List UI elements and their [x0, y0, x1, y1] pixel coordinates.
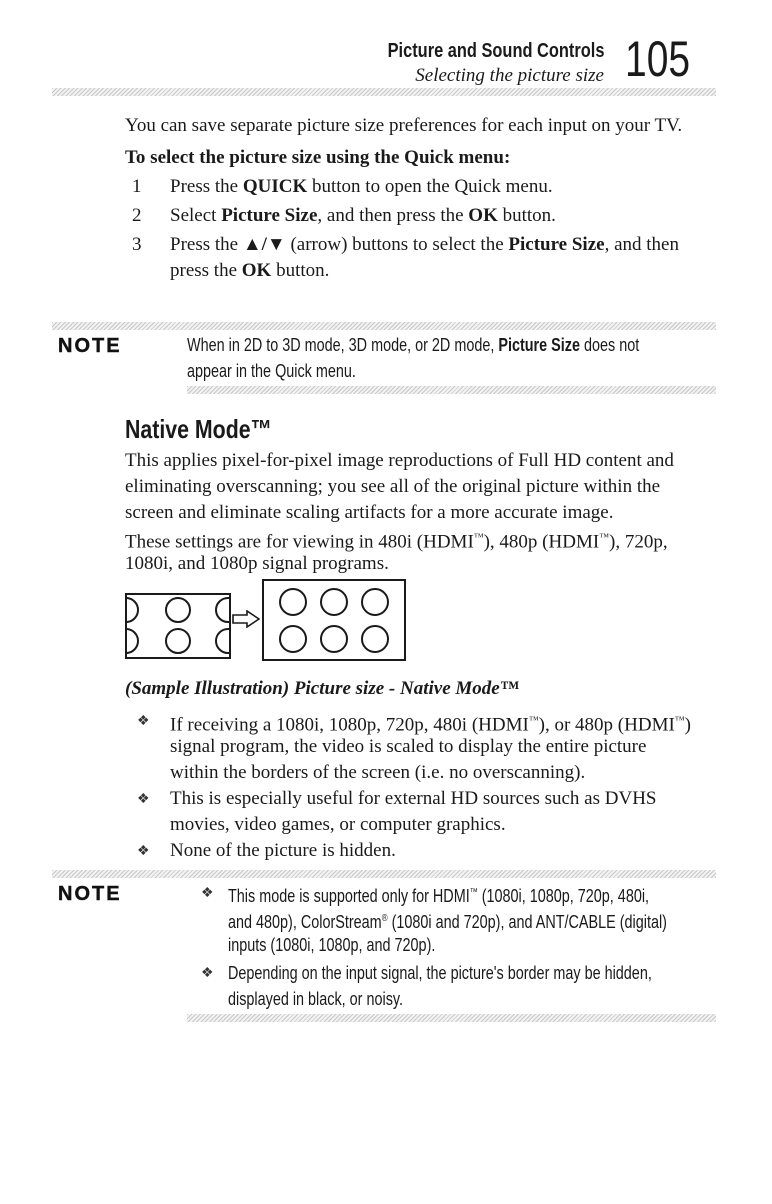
note-label: NOTE [58, 883, 122, 905]
circle-shape [215, 628, 231, 654]
note-rule-bottom [187, 386, 716, 394]
note-text: Depending on the input signal, the picture's border may be hidden, [228, 963, 652, 983]
circle-shape [279, 625, 307, 653]
step-text: Select Picture Size, and then press the OK button. [170, 205, 556, 226]
bullet-text: This is especially useful for external HD sources such as DVHS [170, 788, 657, 809]
intro-text: You can save separate picture size preferences for each input on your TV. [125, 115, 683, 136]
circle-shape [165, 628, 191, 654]
step-number: 1 [132, 176, 142, 197]
bullet-text: within the borders of the screen (i.e. no overscanning). [170, 762, 586, 783]
body-line: 1080i, and 1080p signal programs. [125, 553, 389, 574]
section-heading: Native Mode™ [125, 414, 272, 444]
note-text: displayed in black, or noisy. [228, 989, 404, 1009]
circle-shape [215, 597, 231, 623]
bullet-icon: ❖ [201, 886, 214, 901]
circle-shape [361, 625, 389, 653]
note-text: This mode is supported only for HDMI™ (1080i, 1080p, 720p, 480i, [228, 886, 650, 906]
note-rule-bottom [187, 1014, 716, 1022]
page-number: 105 [625, 31, 691, 87]
bullet-icon: ❖ [201, 966, 214, 981]
section-title: Picture and Sound Controls [387, 40, 604, 62]
note-text: appear in the Quick menu. [187, 361, 356, 381]
bullet-text: If receiving a 1080i, 1080p, 720p, 480i (HDMI™), or 480p (HDMI™) [170, 714, 691, 736]
source-screen [125, 593, 231, 659]
bullet-icon: ❖ [137, 792, 150, 807]
circle-shape [320, 588, 348, 616]
bullet-text: signal program, the video is scaled to display the entire picture [170, 736, 647, 757]
subsection-title: Selecting the picture size [415, 65, 604, 86]
note-text: and 480p), ColorStream® (1080i and 720p), and ANT/CABLE (digital) [228, 912, 667, 932]
circle-shape [320, 625, 348, 653]
arrow-right-icon [232, 610, 260, 633]
note-rule-top [52, 870, 716, 878]
body-line: These settings are for viewing in 480i (HDMI™), 480p (HDMI™), 720p, [125, 531, 668, 553]
procedure-heading: To select the picture size using the Quick menu: [125, 147, 511, 168]
note-rule-top [52, 322, 716, 330]
body-line: This applies pixel-for-pixel image reproductions of Full HD content and [125, 450, 674, 471]
header-rule [52, 88, 716, 96]
bullet-icon: ❖ [137, 714, 150, 729]
step-number: 2 [132, 205, 142, 226]
native-screen [262, 579, 406, 661]
step-number: 3 [132, 234, 142, 255]
illustration-caption: (Sample Illustration) Picture size - Native Mode™ [125, 678, 519, 699]
body-line: eliminating overscanning; you see all of the original picture within the [125, 476, 661, 497]
note-label: NOTE [58, 335, 122, 357]
bullet-icon: ❖ [137, 844, 150, 859]
step-text: Press the ▲/▼ (arrow) buttons to select the Picture Size, and then press the OK button. [170, 234, 679, 281]
circle-shape [165, 597, 191, 623]
note-text: When in 2D to 3D mode, 3D mode, or 2D mode, Picture Size does not [187, 335, 640, 355]
bullet-text: None of the picture is hidden. [170, 840, 396, 861]
circle-shape [125, 597, 139, 623]
bullet-text: movies, video games, or computer graphics. [170, 814, 506, 835]
body-line: screen and eliminate scaling artifacts for a more accurate image. [125, 502, 614, 523]
note-text: inputs (1080i, 1080p, and 720p). [228, 935, 436, 955]
step-text: Press the QUICK button to open the Quick menu. [170, 176, 553, 197]
circle-shape [279, 588, 307, 616]
circle-shape [361, 588, 389, 616]
circle-shape [125, 628, 139, 654]
